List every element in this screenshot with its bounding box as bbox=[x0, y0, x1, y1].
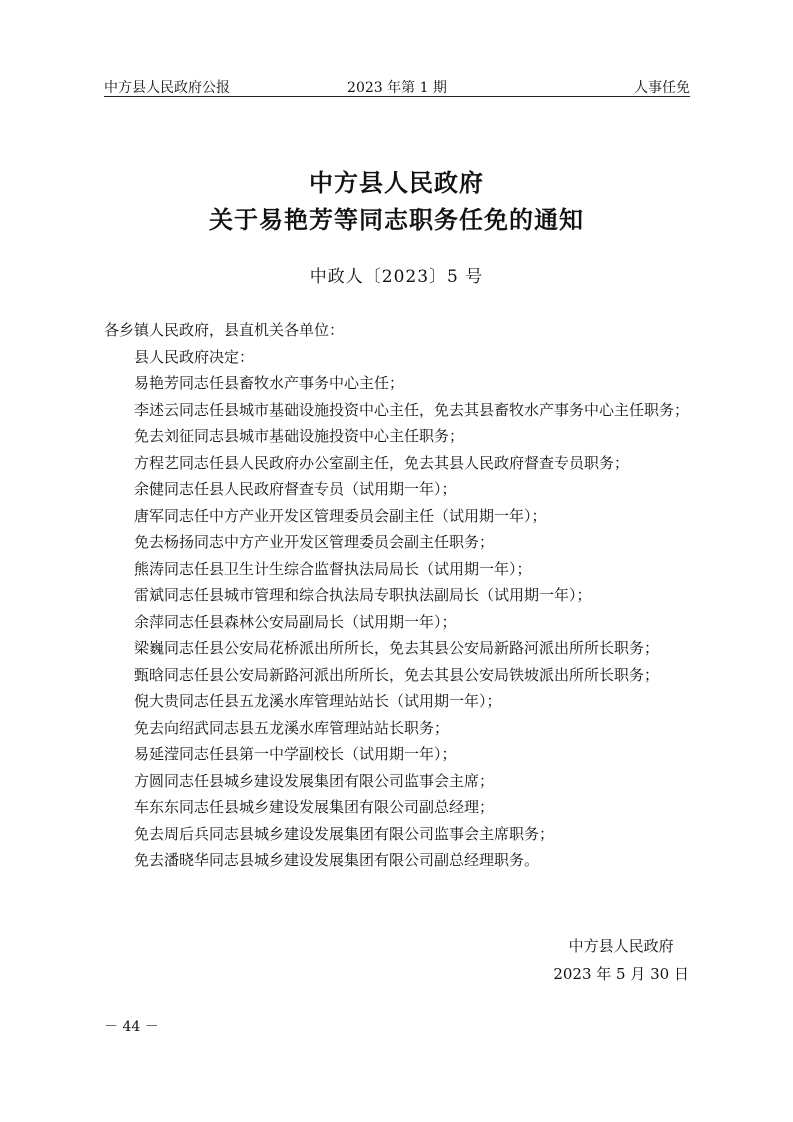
signature-organization: 中方县人民政府 bbox=[568, 937, 674, 955]
paragraph: 免去杨扬同志中方产业开发区管理委员会副主任职务； bbox=[134, 533, 495, 551]
addressee: 各乡镇人民政府，县直机关各单位： bbox=[104, 321, 345, 339]
paragraph: 雷斌同志任县城市管理和综合执法局专职执法副局长（试用期一年）； bbox=[134, 586, 592, 604]
paragraph: 方程艺同志任县人民政府办公室副主任，免去其县人民政府督查专员职务； bbox=[134, 453, 630, 472]
paragraph: 李述云同志任县城市基础设施投资中心主任，免去其县畜牧水产事务中心主任职务； bbox=[134, 400, 690, 419]
paragraph: 易艳芳同志任县畜牧水产事务中心主任； bbox=[134, 374, 405, 392]
paragraph: 易延滢同志任县第一中学副校长（试用期一年）； bbox=[134, 745, 457, 763]
paragraph: 唐军同志任中方产业开发区管理委员会副主任（试用期一年）； bbox=[134, 506, 547, 525]
paragraph: 县人民政府决定： bbox=[134, 347, 255, 366]
running-header bbox=[104, 73, 690, 97]
paragraph: 倪大贵同志任县五龙溪水库管理站站长（试用期一年）； bbox=[134, 692, 502, 710]
paragraph: 免去向绍武同志县五龙溪水库管理站站长职务； bbox=[134, 718, 450, 737]
document-title-line-1: 中方县人民政府 bbox=[309, 168, 484, 197]
document-number: 中政人〔2023〕5 号 bbox=[309, 267, 484, 287]
header-issue: 2023 年第 1 期 bbox=[347, 80, 447, 96]
signature-date: 2023 年 5 月 30 日 bbox=[553, 965, 689, 983]
page-number: － 44 － bbox=[104, 1019, 159, 1035]
header-divider bbox=[104, 96, 690, 97]
header-section: 人事任免 bbox=[634, 80, 690, 96]
paragraph: 梁巍同志任县公安局花桥派出所所长，免去其县公安局新路河派出所所长职务； bbox=[134, 639, 660, 657]
paragraph: 余健同志任县人民政府督查专员（试用期一年）； bbox=[134, 480, 457, 498]
paragraph: 免去刘征同志县城市基础设施投资中心主任职务； bbox=[134, 427, 465, 445]
header-publication-name: 中方县人民政府公报 bbox=[104, 80, 230, 96]
paragraph: 熊涛同志任县卫生计生综合监督执法局局长（试用期一年）； bbox=[134, 559, 532, 578]
signature-block bbox=[553, 932, 689, 988]
paragraph: 方圆同志任县城乡建设发展集团有限公司监事会主席； bbox=[134, 771, 495, 790]
document-title-line-2: 关于易艳芳等同志职务任免的通知 bbox=[209, 205, 584, 234]
paragraph: 余萍同志任县森林公安局副局长（试用期一年）； bbox=[134, 612, 457, 631]
paragraph: 甄晗同志任县公安局新路河派出所所长，免去其县公安局铁坡派出所所长职务； bbox=[134, 665, 660, 684]
paragraph: 免去潘晓华同志县城乡建设发展集团有限公司副总经理职务。 bbox=[134, 851, 540, 869]
paragraph: 车东东同志任县城乡建设发展集团有限公司副总经理； bbox=[134, 798, 495, 816]
paragraph: 免去周后兵同志县城乡建设发展集团有限公司监事会主席职务； bbox=[134, 824, 555, 843]
document-body bbox=[104, 317, 704, 874]
